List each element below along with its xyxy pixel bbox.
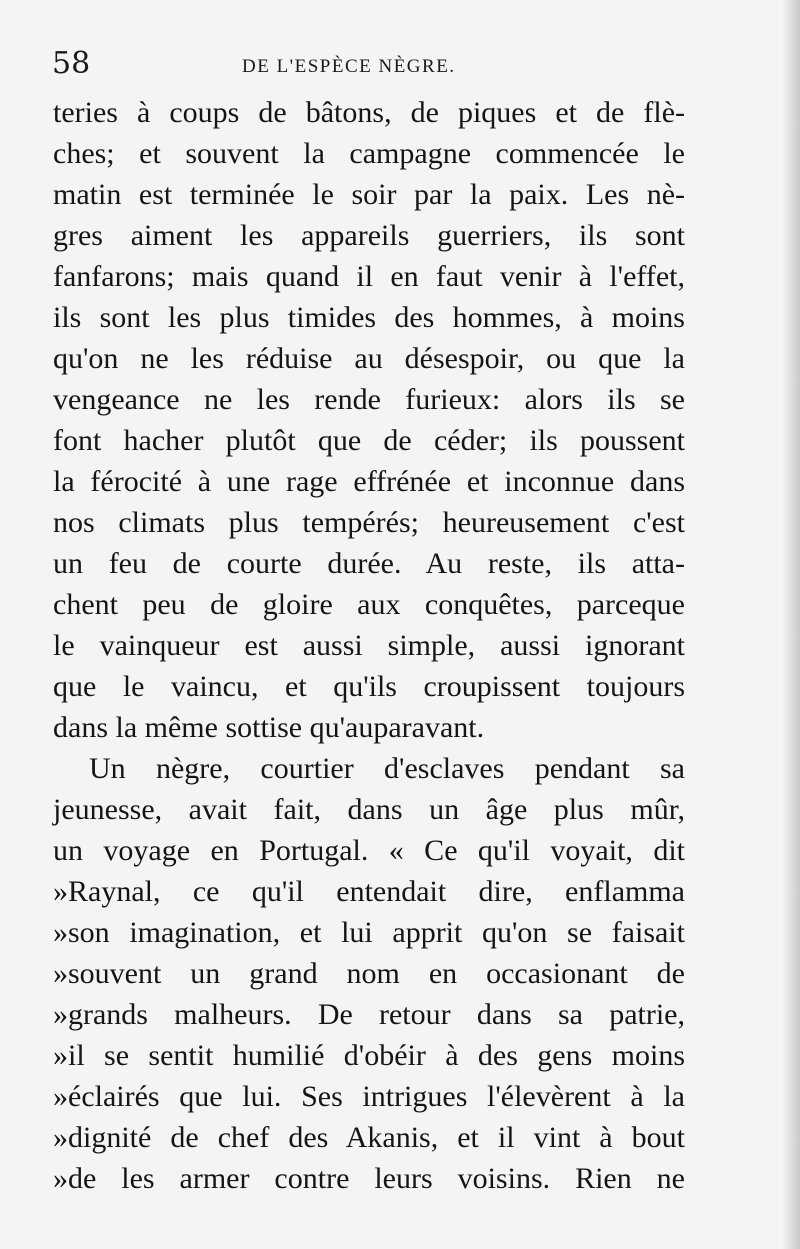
text-line: un voyage en Portugal. « Ce qu'il voyait, dit: [53, 834, 685, 867]
text-line: que le vaincu, et qu'ils croupissent toujours: [53, 670, 685, 703]
text-line: »Raynal, ce qu'il entendait dire, enflamma: [53, 875, 685, 908]
text-line: le vainqueur est aussi simple, aussi ignorant: [53, 629, 685, 662]
text-line: »son imagination, et lui apprit qu'on se faisait: [53, 916, 685, 949]
text-line: Un nègre, courtier d'esclaves pendant sa: [89, 752, 685, 785]
body-text: [53, 92, 685, 1199]
text-line: jeunesse, avait fait, dans un âge plus mûr,: [53, 793, 685, 826]
page-number: 58: [52, 46, 91, 81]
running-head: DE L'ESPÈCE NÈGRE.: [242, 56, 456, 77]
text-line: teries à coups de bâtons, de piques et de flè-: [53, 96, 685, 129]
text-line: nos climats plus tempérés; heureusement c'est: [53, 506, 685, 539]
text-line: qu'on ne les réduise au désespoir, ou que la: [53, 342, 685, 375]
text-line: »grands malheurs. De retour dans sa patrie,: [53, 998, 685, 1031]
text-line: »dignité de chef des Akanis, et il vint à bout: [53, 1121, 685, 1154]
text-line: dans la même sottise qu'auparavant.: [53, 711, 485, 744]
text-line: un feu de courte durée. Au reste, ils atta-: [53, 547, 685, 580]
page-header: [52, 42, 682, 82]
text-line: »il se sentit humilié d'obéir à des gens moins: [53, 1039, 685, 1072]
text-line: ils sont les plus timides des hommes, à moins: [53, 301, 685, 334]
text-line: »éclairés que lui. Ses intrigues l'élevèrent à la: [53, 1080, 685, 1113]
text-line: ches; et souvent la campagne commencée le: [53, 137, 685, 170]
text-line: vengeance ne les rende furieux: alors ils se: [53, 383, 685, 416]
text-line: font hacher plutôt que de céder; ils poussent: [53, 424, 685, 457]
text-line: chent peu de gloire aux conquêtes, parceque: [53, 588, 685, 621]
text-line: gres aiment les appareils guerriers, ils sont: [53, 219, 685, 252]
text-line: »de les armer contre leurs voisins. Rien ne: [53, 1162, 685, 1195]
text-line: matin est terminée le soir par la paix. Les nè-: [53, 178, 685, 211]
text-line: la férocité à une rage effrénée et inconnue dans: [53, 465, 685, 498]
text-line: fanfarons; mais quand il en faut venir à l'effet,: [53, 260, 685, 293]
text-line: »souvent un grand nom en occasionant de: [53, 957, 685, 990]
page-edge-shadow: [782, 0, 800, 1249]
